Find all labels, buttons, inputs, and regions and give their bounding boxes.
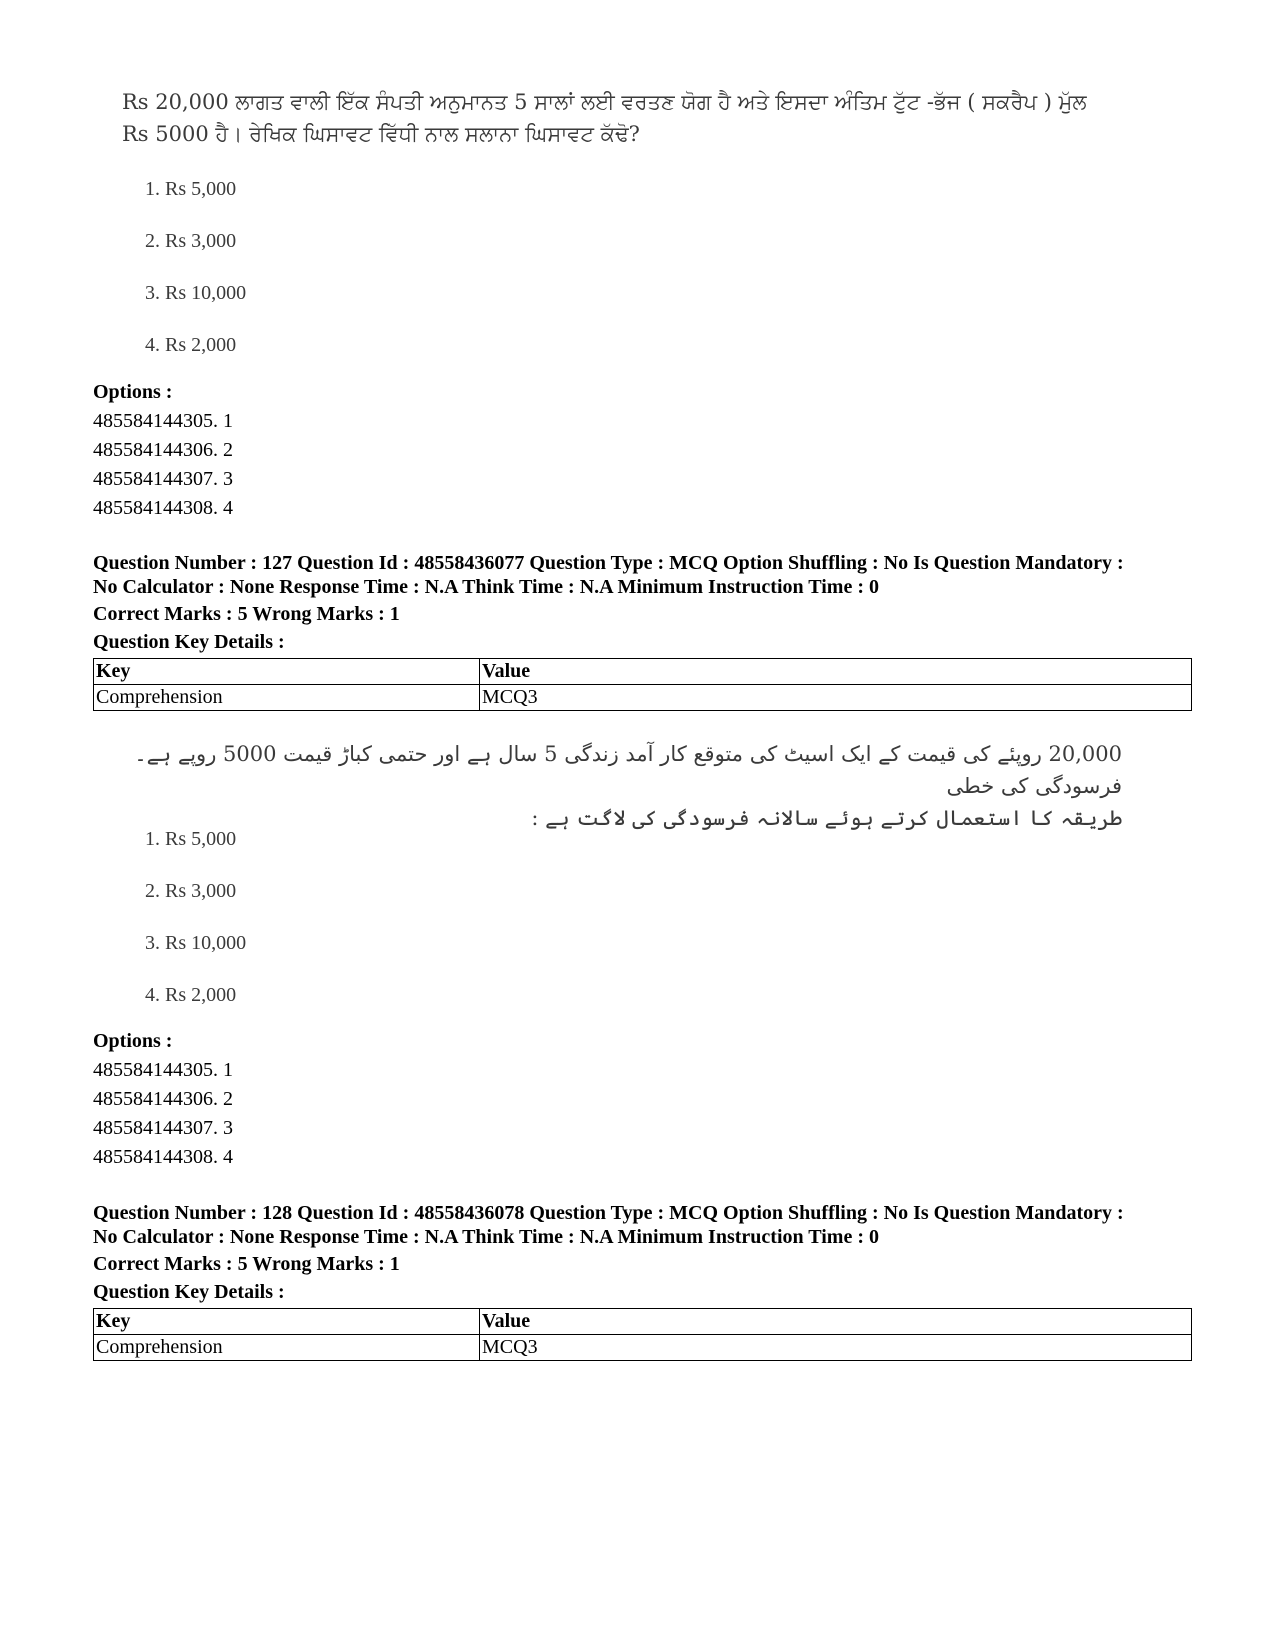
table-header-value: Value	[480, 1309, 1192, 1335]
table-row	[94, 685, 1192, 711]
table-header-value: Value	[480, 659, 1192, 685]
table-header-row	[94, 1309, 1192, 1335]
question-marks-128: Correct Marks : 5 Wrong Marks : 1	[93, 1253, 400, 1275]
question-text-line: Rs 20,000 ਲਾਗਤ ਵਾਲੀ ਇੱਕ ਸੰਪਤੀ ਅਨੁਮਾਨਤ 5 ਸਾਲਾਂ ਲਈ ਵਰਤਣ ਯੋਗ ਹੈ ਅਤੇ ਇਸਦਾ ਅੰਤਿਮ ਟੁੱਟ -ਭੱਜ ( ਸਕਰੈਪ ) ਮੁੱਲ	[122, 90, 1087, 114]
question-meta-128	[93, 1201, 1124, 1249]
options-label: Options :	[93, 381, 173, 403]
question-text-line: Rs 5000 ਹੈ। ਰੇਖਿਕ ਘਿਸਾਵਟ ਵਿੱਧੀ ਨਾਲ ਸਲਾਨਾ ਘਿਸਾਵਟ ਕੱਢੋ?	[122, 122, 640, 146]
key-details-label-127: Question Key Details :	[93, 631, 285, 653]
choice-3: 3. Rs 10,000	[145, 282, 247, 304]
table-cell-key: Comprehension	[94, 685, 480, 711]
question-text-line: 20,000 روپئے کی قیمت کے ایک اسیٹ کی متوقع کار آمد زندگی 5 سال ہے اور حتمی کباڑ قیمت 5000 روپے ہے۔ فرسودگی کی خطی	[134, 742, 1122, 798]
question-meta-line: Question Number : 127 Question Id : 48558436077 Question Type : MCQ Option Shuffling : No Is Question Mandatory :	[93, 552, 1124, 574]
option-item: 485584144306. 2	[93, 1088, 233, 1110]
option-item: 485584144305. 1	[93, 410, 233, 432]
option-item: 485584144308. 4	[93, 1146, 233, 1168]
options-label: Options :	[93, 1030, 173, 1052]
option-item: 485584144308. 4	[93, 497, 233, 519]
choice-4: 4. Rs 2,000	[145, 984, 237, 1006]
question-meta-line: No Calculator : None Response Time : N.A Think Time : N.A Minimum Instruction Time : 0	[93, 576, 879, 598]
table-cell-key: Comprehension	[94, 1335, 480, 1361]
table-cell-value: MCQ3	[480, 685, 1192, 711]
table-header-key: Key	[94, 1309, 480, 1335]
question-meta-line: Question Number : 128 Question Id : 48558436078 Question Type : MCQ Option Shuffling : No Is Question Mandatory :	[93, 1202, 1124, 1224]
question-text-line: طریقہ کا استعمال کرتے ہوئے سالانہ فرسودگی کی لاگت ہے :	[531, 806, 1122, 830]
choice-1: 1. Rs 5,000	[145, 828, 237, 850]
question-image-urdu	[110, 738, 1122, 834]
choice-2: 2. Rs 3,000	[145, 880, 237, 902]
table-row	[94, 1335, 1192, 1361]
option-item: 485584144307. 3	[93, 468, 233, 490]
option-item: 485584144307. 3	[93, 1117, 233, 1139]
options-list	[93, 1027, 233, 1172]
question-image-punjabi	[122, 86, 1182, 150]
option-item: 485584144306. 2	[93, 439, 233, 461]
key-details-table-128	[93, 1308, 1192, 1361]
table-header-row	[94, 659, 1192, 685]
choice-4: 4. Rs 2,000	[145, 334, 237, 356]
options-list	[93, 378, 233, 523]
table-cell-value: MCQ3	[480, 1335, 1192, 1361]
choice-2: 2. Rs 3,000	[145, 230, 237, 252]
question-marks-127: Correct Marks : 5 Wrong Marks : 1	[93, 603, 400, 625]
choice-3: 3. Rs 10,000	[145, 932, 247, 954]
option-item: 485584144305. 1	[93, 1059, 233, 1081]
key-details-label-128: Question Key Details :	[93, 1281, 285, 1303]
choice-1: 1. Rs 5,000	[145, 178, 237, 200]
table-header-key: Key	[94, 659, 480, 685]
question-meta-line: No Calculator : None Response Time : N.A Think Time : N.A Minimum Instruction Time : 0	[93, 1226, 879, 1248]
key-details-table-127	[93, 658, 1192, 711]
question-meta-127	[93, 551, 1124, 599]
